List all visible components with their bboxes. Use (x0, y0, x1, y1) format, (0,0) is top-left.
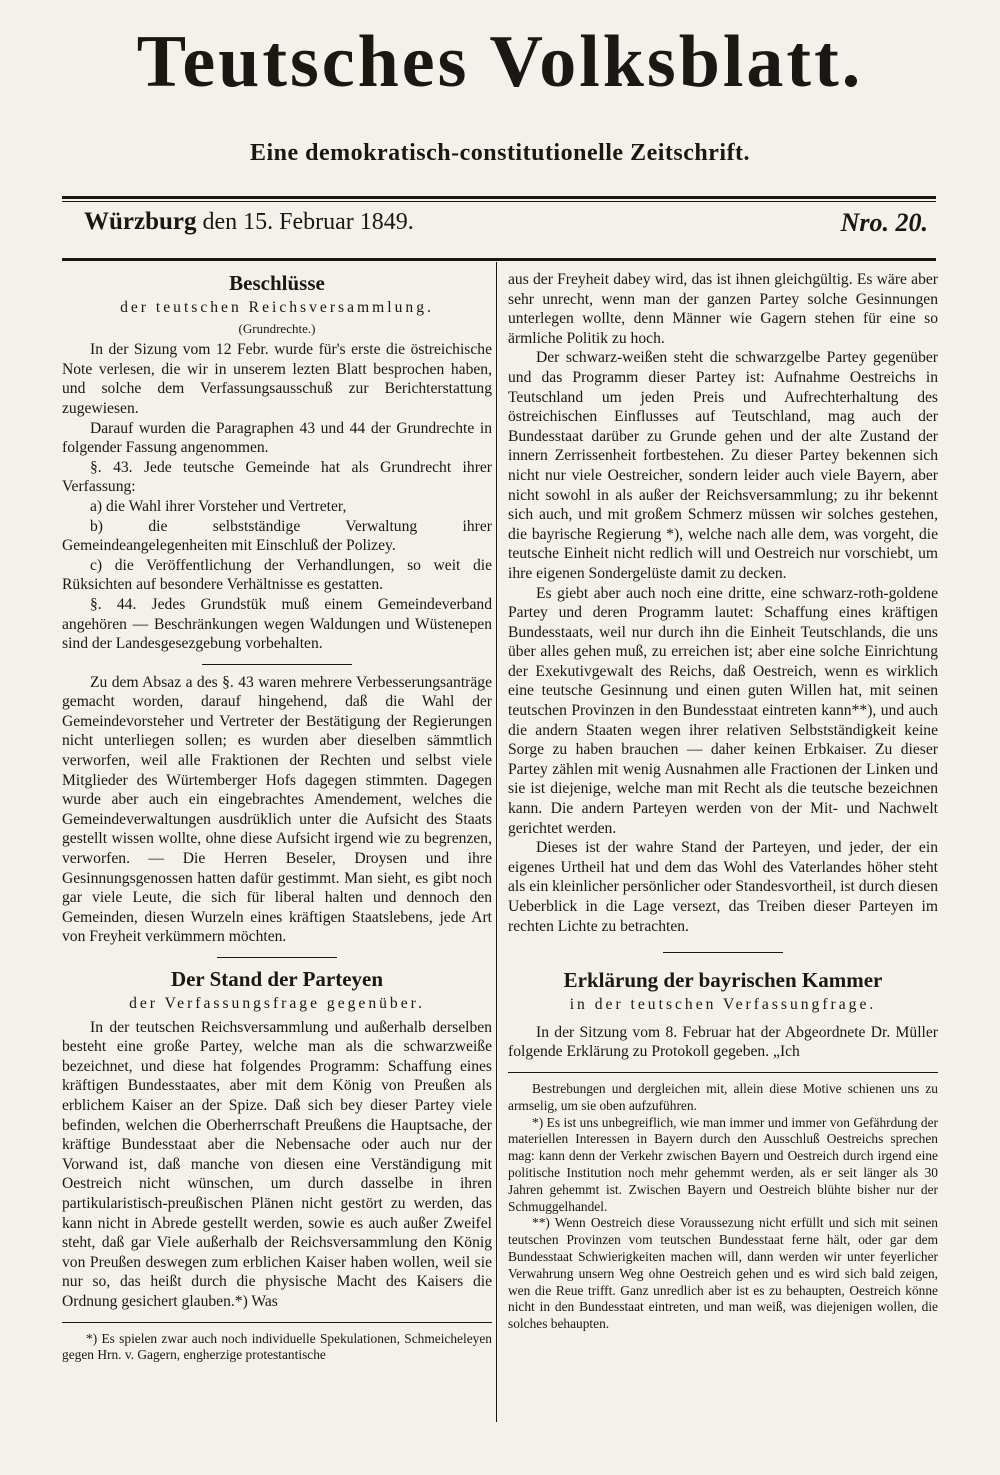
column-divider (496, 262, 497, 1422)
paragraph: Darauf wurden die Paragraphen 43 und 44 der Grundrechte in folgender Fassung angenommen. (62, 419, 492, 457)
footnote-rule (508, 1072, 938, 1073)
article-subtitle: der Verfassungsfrage gegenüber. (129, 995, 425, 1012)
paragraph: Es giebt aber auch noch eine dritte, eine schwarz-roth-goldene Partey und deren Programm lautet: Schaffung eines kräftigen Bundesstaats, weil nur durch ihn die Einheit Teutschlands, die uns über alles gehen muß, zu erreichen ist; aber eine solche Einrichtung der Exekutivgewalt des Reichs, daß Oestreich, wenn es wirklich eine teutsche Gesinnung und einen guten Willen hat, mit seinen teutschen Provinzen in den Bundesstaat eintreten kann**), und auch die andern Staaten wegen ihrer relativen Selbstständigkeit keine Sorge zu haben brauchen — daher keinen Erbkaiser. Zu dieser Partey zählen mit wenig Ausnahmen alle Fractionen der Linken und sie ist diejenige, welche man mit Recht als die teutsche bezeichnen kann. Die andern Parteyen werden von der Mit- und Nachwelt gerichtet werden. (508, 584, 938, 837)
paragraph: In der Sizung vom 12 Febr. wurde für's erste die östreichische Note verlesen, die wir in unserem lezten Blatt besprochen haben, und solche dem Verfassungsausschuß zur Berichterstattung zugewiesen. (62, 341, 492, 417)
dateline-date: den 15. Februar 1849. (202, 209, 414, 235)
footnote-text: Bestrebungen und dergleichen mit, allein diese Motive schienen uns zu armselig, um sie oben aufzuführen. (508, 1080, 938, 1113)
section-divider (217, 957, 337, 958)
paragraph: In der teutschen Reichsversammlung und außerhalb derselben besteht eine große Partey, welche man als die schwarzweiße bezeichnet, und diese hat folgendes Programm: Schaffung eines kräftigen Bundesstaates, aber mit dem König von Preußen als erblichem Kaiser an der Spize. Daß sich bey dieser Partey viele befinden, welchen die Oberherrschaft Preußens die Hauptsache, der kräftige Bundesstaat aber die Nebensache oder auch nur der Vorwand ist, daß manche von diesen eine Verständigung mit Oestreich nicht wünschen, um durch dasselbe in ihren partikularistisch-preußischen Plänen nicht gestört zu werden, das kann nicht in Abrede gestellt werden, sowie es auch außer Zweifel steht, daß gar Viele außerhalb der Reichsversammlung den König von Preußen deswegen zum erblichen Kaiser haben wollen, weil sie nur so, das heißt durch die physische Macht des Kaisers die Ordnung gesichert glauben.*) Was (62, 1018, 492, 1310)
footnote-rule (62, 1322, 492, 1323)
footnotes (508, 1081, 938, 1333)
issue-number: Nro. 20. (840, 208, 928, 237)
right-column (508, 270, 938, 1333)
masthead-rule-thin (62, 201, 936, 202)
masthead-subtitle: Eine demokratisch-constitutionelle Zeitschrift. (249, 140, 751, 166)
masthead-rule-top (62, 196, 936, 199)
article-subtitle: der teutschen Reichsversammlung. (120, 299, 434, 316)
masthead-title: Teutsches Volksblatt. (136, 21, 864, 103)
paragraph: aus der Freyheit dabey wird, das ist ihnen gleichgültig. Es wäre aber sehr unrecht, wenn man der ganzen Partey solche Gesinnungen unterlegen wollte, denn Männer wie Gagern stehen für eine so ärmliche Politik zu hoch. (508, 271, 938, 347)
article-title-beschluesse: Beschlüsse (229, 271, 325, 295)
paragraph: Zu dem Absaz a des §. 43 waren mehrere Verbesserungsanträge gemacht worden, darauf hingehend, daß die Wahl der Gemeindevorsteher und Vertreter der Bestätigung der Regierungen nicht unterliegen sollen; es wurden aber dieselben sämmtlich verworfen, weil alle Fraktionen der Rechten und selbst viele Mitglieder des Würtemberger Hofs dagegen stimmten. Dagegen wurde aber auch ein eingebrachtes Amendement, welches die Gemeindeverwaltungen ausdrüklich unter die Aufsicht des Staats gestellt wissen wollte, ohne diese Aufsicht irgend wie zu begrenzen, verworfen. — Die Herren Beseler, Droysen und ihre Gesinnungsgenossen hatten dafür gestimmt. Man sieht, es gibt noch gar viele Leute, die sich für liberal halten und dennoch den Gemeinden, diesen Wurzeln eines kräftigen Staatslebens, jede Art von Freyheit verkümmern möchten. (62, 673, 492, 946)
paragraph: Der schwarz-weißen steht die schwarzgelbe Partey gegenüber und das Programm dieser Partey ist: Aufnahme Oestreichs in Teutschland um jeden Preis und Aufrechterhaltung des östreichischen Einflusses auf Teutschland, mag auch der Bundesstaat darüber zu Grunde gehen und der alte Zustand der innern Zerrissenheit fortbestehen. Zu dieser Partey bekennen sich nicht nur viele Oestreicher, sondern leider auch viele Bayern, aber nicht sowohl in als außer der Reichsversammlung; zu ihr bekennt sich auch, und mit großem Schmerz müssen wir solches gestehen, die bayrische Regierung *), welche nach alle dem, was vorgeht, die teutsche Einheit nicht redlich will und Oestreich nur vorschiebt, um ihre eigenen Sondergelüste damit zu decken. (508, 349, 938, 582)
footnote-text: **) Wenn Oestreich diese Voraussezung nicht erfüllt und sich mit seinen teutschen Provinzen vom teutschen Bundesstaat ferne hält, oder gar dem Bundesstaat Schwierigkeiten machen will, dann werden wir unter feyerlicher Verwahrung unsern Weg ohne Oestreich gehen und es wird sich bald zeigen, wen die Reue trifft. Ganz unredlich aber ist es zu behaupten, Oestreich könne nicht in den Bundesstaat eintreten, und man weiß, was diejenigen wollen, die solches behaupten. (508, 1215, 938, 1332)
article-title-stand-der-parteyen: Der Stand der Parteyen (170, 967, 384, 991)
left-column (62, 270, 492, 1364)
list-item-a: a) die Wahl ihrer Vorsteher und Vertreter, (90, 497, 347, 515)
footnote-text: *) Es spielen zwar auch noch individuelle Spekulationen, Schmeicheleyen gegen Hrn. v. Gagern, engherzige protestantische (62, 1330, 492, 1363)
article-subtitle: in der teutschen Verfassungfrage. (569, 996, 877, 1014)
dateline-place-date (84, 208, 414, 236)
section-divider (202, 664, 352, 665)
list-item-b: b) die selbstständige Verwaltung ihrer Gemeindeangelegenheiten mit Einschluß der Polizey. (62, 517, 492, 555)
section-divider (663, 952, 783, 953)
paragraph: §. 44. Jedes Grundstük muß einem Gemeindeverband angehören — Beschränkungen wegen Waldungen und Wüstenepen sind der Landesgesezgebung vorbehalten. (62, 595, 492, 653)
list-item-c: c) die Veröffentlichung der Verhandlungen, so weit die Rüksichten auf besondere Verhältnisse es gestatten. (62, 556, 492, 594)
dateline-place: Würzburg (84, 208, 197, 235)
dateline-rule (62, 258, 936, 261)
footnote-text: *) Es ist uns unbegreiflich, wie man immer und immer von Gefährdung der materiellen Interessen in Bayern durch den Ausschluß Oestreichs sprechen mag: kann denn der Verkehr zwischen Bayern und Oestreich durch irgend eine politische Institution noch mehr gehemmt werden, als er seit länger als 30 Jahren gehemmt ist. Zwischen Bayern und Oestreich blühte bisher nur der Schmuggelhandel. (508, 1114, 938, 1214)
paragraph: §. 43. Jede teutsche Gemeinde hat als Grundrecht ihrer Verfassung: (62, 458, 492, 496)
paragraph: In der Sitzung vom 8. Februar hat der Abgeordnete Dr. Müller folgende Erklärung zu Protokoll gegeben. „Ich (508, 1023, 938, 1061)
footnote (62, 1331, 492, 1365)
article-title-erklaerung: Erklärung der bayrischen Kammer (563, 968, 883, 993)
dateline (62, 208, 936, 248)
article-subtitle-2: (Grundrechte.) (238, 320, 316, 336)
paragraph: Dieses ist der wahre Stand der Parteyen, und jeder, der ein eigenes Urtheil hat und dem das Wohl des Vaterlandes höher steht als ein kleinlicher persönlicher oder Standesvortheil, ist durch diesen Ueberblick in die Lage versezt, das Treiben dieser Parteyen im rechten Lichte zu betrachten. (508, 839, 939, 935)
